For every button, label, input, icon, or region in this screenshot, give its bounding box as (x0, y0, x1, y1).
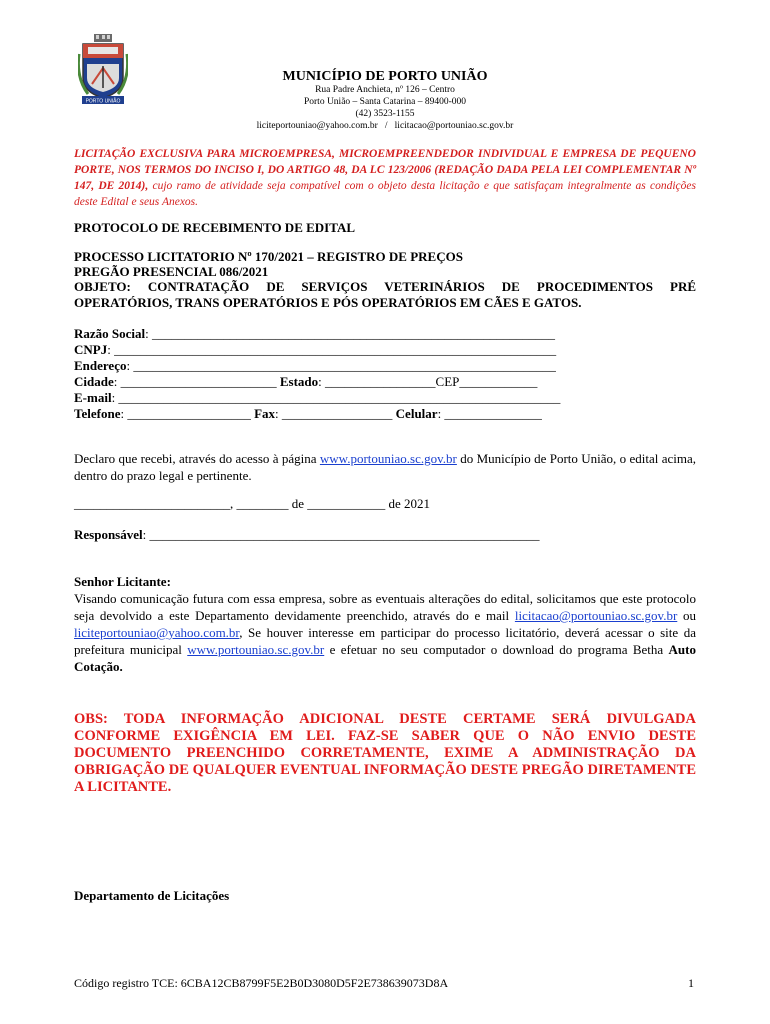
obs-warning: OBS: TODA INFORMAÇÃO ADICIONAL DESTE CERTAME SERÁ DIVULGADA CONFORME EXIGÊNCIA EM LEI. FAZ-SE SABER QUE O NÃO ENVIO DESTE DOCUMENTO PREENCHIDO CORRETAMENTE, EXIME A ADMINISTRAÇÃO DA OBRIGAÇÃO DE QUALQUER EVENTUAL INFORMAÇÃO DESTE PREGÃO DIRETAMENTE A LICITANTE. (74, 711, 696, 795)
telefone-label: Telefone (74, 406, 121, 421)
email-blank: : ____________________________________________________________________ (111, 390, 561, 405)
cidade-blank: : ________________________ (113, 374, 280, 389)
responsavel-blank: : ____________________________________________________________ (142, 527, 540, 542)
prefeitura-site-link[interactable]: www.portouniao.sc.gov.br (187, 642, 325, 657)
process-number: PROCESSO LICITATORIO Nº 170/2021 – REGISTRO DE PREÇOS (74, 249, 463, 264)
fax-blank: : _________________ (275, 406, 396, 421)
licitacao-email-link[interactable]: licitacao@portouniao.sc.gov.br (514, 608, 678, 623)
razao-social-blank: : ______________________________________________________________ (145, 326, 556, 341)
cnpj-label: CNPJ (74, 342, 108, 357)
estado-cep-blank: : _________________CEP____________ (318, 374, 538, 389)
exclusive-bidding-notice (74, 146, 696, 210)
notice-normal-text: cujo ramo de atividade seja compatível com o objeto desta licitação e que satisfaçam integralmente as condições deste Edital e seus Anexos. (74, 180, 696, 208)
razao-social-field[interactable] (74, 326, 555, 342)
date-line[interactable]: ________________________, ________ de ____________ de 2021 (74, 496, 431, 511)
address-line: Rua Padre Anchieta, nº 126 – Centro (315, 85, 455, 95)
notice-text-3: , Se houver interesse em participar do processo licitatório, deverá acessar o site da prefeitura municipal (74, 625, 696, 657)
fax-label: Fax (254, 406, 276, 421)
email-contacts-line: liciteportouniao@yahoo.com.br / licitacao@portouniao.sc.gov.br (256, 121, 514, 131)
celular-label: Celular (395, 406, 438, 421)
notice-text-4: e efetuar no seu computador o download do programa Betha (324, 642, 669, 657)
bidder-notice-title: Senhor Licitante: (74, 574, 171, 589)
municipality-title: MUNICÍPIO DE PORTO UNIÃO (282, 69, 488, 84)
yahoo-email-link[interactable]: liciteportouniao@yahoo.com.br (74, 625, 240, 640)
endereco-field[interactable] (74, 358, 556, 374)
program-name: Auto Cotação. (74, 642, 696, 674)
cnpj-field[interactable] (74, 342, 556, 358)
responsavel-field[interactable] (74, 527, 540, 543)
responsavel-label: Responsável (74, 527, 143, 542)
notice-text-2: ou (677, 608, 697, 623)
telefone-fax-celular-field[interactable] (74, 406, 542, 422)
email-field[interactable] (74, 390, 560, 406)
portal-link[interactable]: www.portouniao.sc.gov.br (319, 451, 457, 466)
cidade-estado-cep-field[interactable] (74, 374, 537, 390)
tce-registry-code: Código registro TCE: 6CBA12CB8799F5E2B0D3080D5F2E738639073D8A (74, 976, 449, 990)
pregao-number: PREGÃO PRESENCIAL 086/2021 (74, 264, 269, 279)
estado-label: Estado (279, 374, 319, 389)
cnpj-blank: : ____________________________________________________________________ (107, 342, 557, 357)
endereco-blank: : _________________________________________________________________ (126, 358, 556, 373)
crest-banner-text: PORTO UNIÃO (85, 98, 121, 105)
declaration-text-1: Declaro que recebi, através do acesso à página (74, 451, 320, 466)
email-label: E-mail (74, 390, 112, 405)
protocol-title: PROTOCOLO DE RECEBIMENTO DE EDITAL (74, 220, 355, 235)
notice-bold-text: LICITAÇÃO EXCLUSIVA PARA MICROEMPRESA, MICROEMPREENDEDOR INDIVIDUAL E EMPRESA DE PEQUENO PORTE, NOS TERMOS DO INCISO I, DO ARTIGO 48, DA LC 123/2006 (REDAÇÃO DADA PELA LEI COMPLEMENTAR Nº 147, DE 2014), (74, 148, 696, 192)
celular-blank: : _______________ (437, 406, 542, 421)
razao-social-label: Razão Social (74, 326, 146, 341)
declaration-text-2: do Município de Porto União, o edital acima, dentro do prazo legal e pertinente. (74, 451, 696, 483)
phone-line: (42) 3523-1155 (355, 109, 415, 119)
declaration-paragraph (74, 450, 696, 484)
object-description: OBJETO: CONTRATAÇÃO DE SERVIÇOS VETERINÁRIOS DE PROCEDIMENTOS PRÉ OPERATÓRIOS, TRANS OPERATÓRIOS E PÓS OPERATÓRIOS EM CÃES E GATOS. (74, 279, 696, 310)
notice-text-1: Visando comunicação futura com essa empresa, sobre as eventuais alterações do edital, solicitamos que este protocolo seja devolvido a este Departamento devidamente preenchido, através do e mail (74, 591, 696, 623)
department-signature: Departamento de Licitações (74, 888, 230, 903)
city-line: Porto União – Santa Catarina – 89400-000 (303, 97, 466, 107)
page-number: 1 (688, 976, 694, 990)
bidder-notice (74, 573, 696, 675)
endereco-label: Endereço (74, 358, 127, 373)
cidade-label: Cidade (74, 374, 114, 389)
telefone-blank: : ___________________ (120, 406, 255, 421)
